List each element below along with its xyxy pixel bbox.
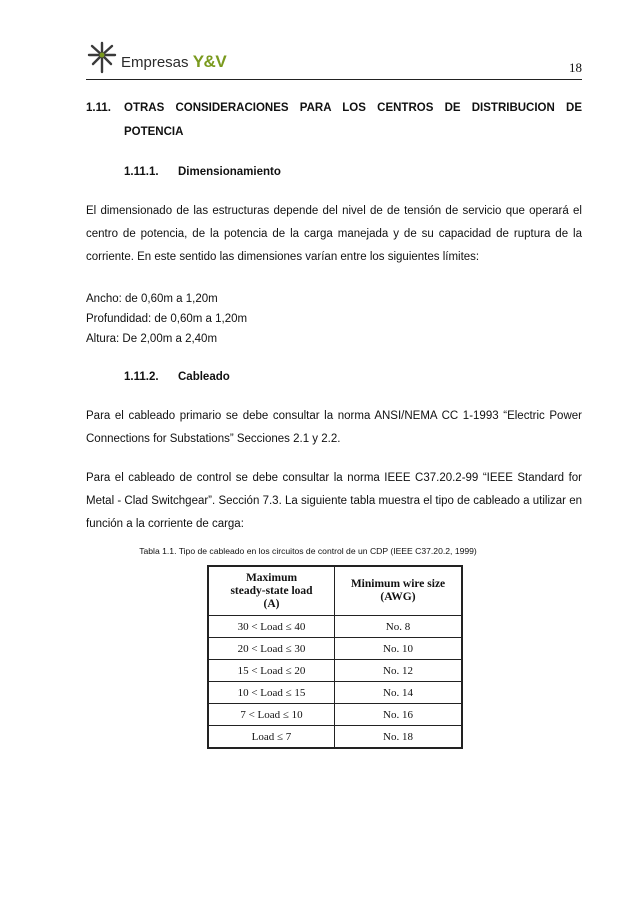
- subsection-title: Cableado: [178, 371, 230, 383]
- load-cell: Load ≤ 7: [208, 726, 335, 749]
- dimension-width: Ancho: de 0,60m a 1,20m: [86, 293, 218, 305]
- section-title: [124, 96, 582, 144]
- table-row: [208, 616, 462, 638]
- table-row: [208, 704, 462, 726]
- table-header-row: [208, 566, 462, 616]
- wire-size-table: [207, 565, 463, 749]
- control-wiring-paragraph: Para el cableado de control se debe consultar la norma IEEE C37.20.2-99 “IEEE Standard for Metal - Clad Switchgear”. Sección 7.3. La siguiente tabla muestra el tipo de cableado a utilizar en función a la corriente de carga:: [86, 472, 582, 530]
- table-row: [208, 726, 462, 749]
- header-rule: [86, 79, 582, 80]
- section-heading: [86, 96, 582, 144]
- wire-cell: No. 12: [335, 660, 463, 682]
- subsection-title: Dimensionamiento: [178, 166, 281, 178]
- load-cell: 10 < Load ≤ 15: [208, 682, 335, 704]
- table-row: [208, 660, 462, 682]
- dimension-depth: Profundidad: de 0,60m a 1,20m: [86, 313, 248, 325]
- page-header: [86, 36, 582, 80]
- dimensioning-paragraph: El dimensionado de las estructuras depende del nivel de de tensión de servicio que operará el centro de potencia, de la potencia de la carga manejada y de su capacidad de ruptura de la corriente. En este sentido las dimensiones varían entre los siguientes límites:: [86, 205, 582, 263]
- page-number: 18: [569, 60, 582, 75]
- subsection-number: 1.11.1.: [124, 166, 159, 178]
- load-cell: 15 < Load ≤ 20: [208, 660, 335, 682]
- dimension-height: Altura: De 2,00m a 2,40m: [86, 333, 218, 345]
- header-max-load: Maximum steady-state load (A): [208, 566, 335, 616]
- starburst-logo-icon: [86, 40, 118, 74]
- section-number: 1.11.: [86, 102, 111, 114]
- company-logo: [86, 40, 226, 74]
- dimension-list: [86, 289, 582, 349]
- table-row: [208, 682, 462, 704]
- load-cell: 30 < Load ≤ 40: [208, 616, 335, 638]
- subsection-number: 1.11.2.: [124, 371, 159, 383]
- table-caption: Tabla 1.1. Tipo de cableado en los circuitos de control de un CDP (IEEE C37.20.2, 1999): [139, 546, 477, 556]
- wire-cell: No. 18: [335, 726, 463, 749]
- table-row: [208, 638, 462, 660]
- logo-brand: Y&V: [192, 52, 227, 71]
- wire-cell: No. 10: [335, 638, 463, 660]
- section-title-line1: OTRAS CONSIDERACIONES PARA LOS CENTROS DE DISTRIBUCION DE: [124, 102, 582, 114]
- wire-cell: No. 16: [335, 704, 463, 726]
- load-cell: 20 < Load ≤ 30: [208, 638, 335, 660]
- load-cell: 7 < Load ≤ 10: [208, 704, 335, 726]
- logo-text: Empresas Y&V: [121, 52, 227, 71]
- header-min-wire-size: Minimum wire size (AWG): [335, 566, 463, 616]
- subsection-heading-cableado: [86, 368, 582, 386]
- primary-wiring-paragraph: Para el cableado primario se debe consultar la norma ANSI/NEMA CC 1-1993 “Electric Power Connections for Substations” Secciones 2.1 y 2.2.: [86, 410, 582, 445]
- wire-size-table-wrap: [207, 565, 463, 749]
- page-content: [86, 96, 582, 556]
- wire-cell: No. 8: [335, 616, 463, 638]
- subsection-heading-dimensionamiento: [86, 163, 582, 181]
- section-title-line2: POTENCIA: [124, 126, 184, 138]
- wire-cell: No. 14: [335, 682, 463, 704]
